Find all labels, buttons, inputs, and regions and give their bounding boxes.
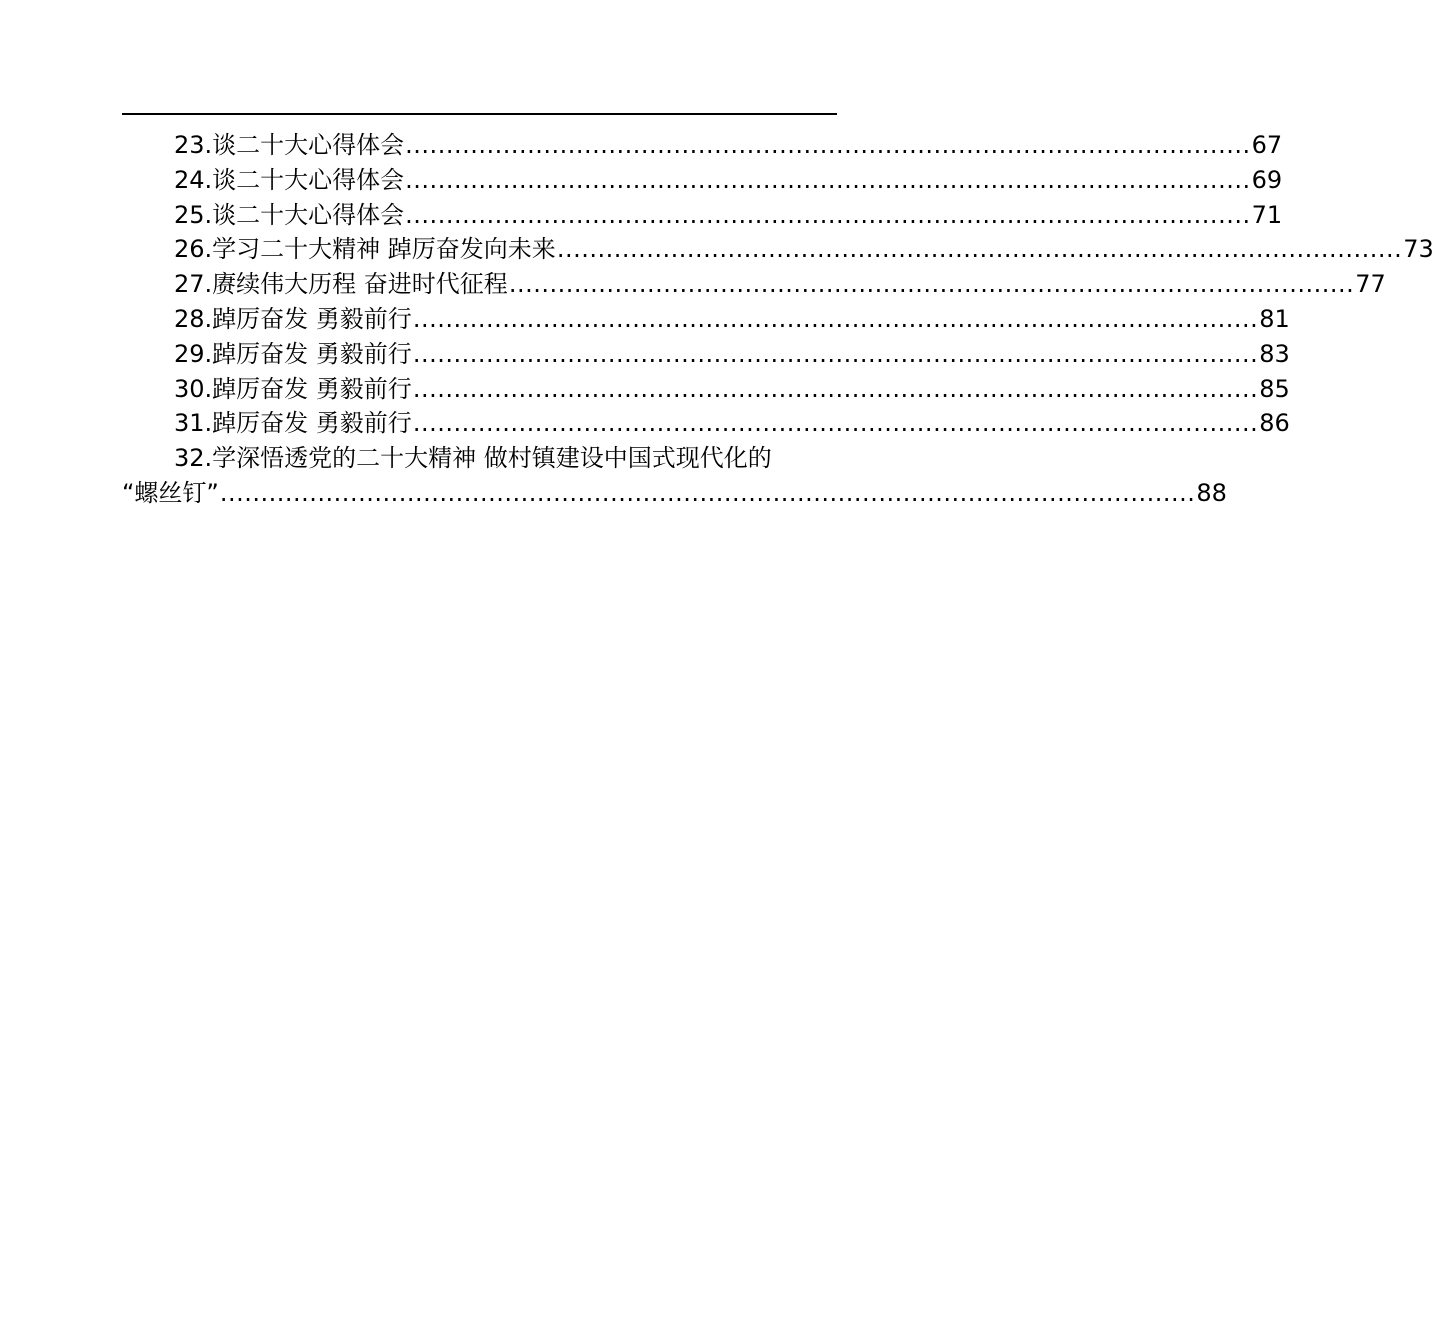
toc-entry-31[interactable] (122, 406, 1290, 441)
table-of-contents (122, 128, 1434, 511)
dot-leader: ........................................................................................................ (412, 304, 1259, 333)
toc-entry-23[interactable] (122, 128, 1283, 163)
entry-title: 赓续伟大历程 奋进时代征程 (212, 270, 508, 299)
entry-page-number: 83 (1259, 339, 1290, 368)
entry-number: 27. (174, 270, 213, 299)
entry-number: 32. (174, 444, 213, 473)
dot-leader: ........................................................................................................ (508, 270, 1355, 299)
dot-leader: ........................................................................................................ (412, 339, 1259, 368)
entry-title: 学习二十大精神 踔厉奋发向未来 (212, 235, 556, 264)
toc-entry-32[interactable] (122, 441, 1227, 511)
entry-title: 踔厉奋发 勇毅前行 (212, 304, 412, 333)
entry-page-number: 71 (1251, 200, 1283, 229)
entry-number: 31. (174, 409, 213, 438)
dot-leader: ........................................................................................................ (405, 200, 1251, 229)
dot-leader: ........................................................................................................ (412, 374, 1259, 403)
dot-leader: ........................................................................................................................ (219, 478, 1196, 507)
toc-entry-24[interactable] (122, 163, 1283, 198)
toc-entry-26[interactable] (122, 232, 1434, 267)
dot-leader: ........................................................................................................ (405, 165, 1251, 194)
entry-title: 学深悟透党的二十大精神 做村镇建设中国式现代化的 (212, 444, 772, 473)
dot-leader: ........................................................................................................ (405, 131, 1251, 159)
entry-page-number: 69 (1251, 165, 1283, 194)
entry-page-number: 81 (1259, 304, 1290, 333)
dot-leader: ........................................................................................................ (412, 409, 1259, 438)
toc-entry-30[interactable] (122, 372, 1290, 407)
entry-title: 谈二十大心得体会 (212, 165, 405, 194)
entry-title: 踔厉奋发 勇毅前行 (212, 409, 412, 438)
entry-number: 29. (174, 339, 213, 368)
entry-page-number: 88 (1196, 478, 1227, 507)
toc-entry-27[interactable] (122, 267, 1386, 302)
entry-page-number: 77 (1355, 270, 1386, 299)
entry-page-number: 85 (1259, 374, 1290, 403)
entry-page-number: 73 (1403, 235, 1434, 264)
entry-number: 30. (174, 374, 213, 403)
entry-title-line1 (174, 441, 889, 476)
toc-entry-29[interactable] (122, 337, 1290, 372)
entry-number: 28. (174, 304, 213, 333)
entry-number: 26. (174, 235, 213, 264)
entry-title: 谈二十大心得体会 (212, 200, 405, 229)
entry-title: 踔厉奋发 勇毅前行 (212, 339, 412, 368)
entry-page-number: 67 (1251, 131, 1283, 159)
entry-title: 踔厉奋发 勇毅前行 (212, 374, 412, 403)
entry-number: 25. (174, 200, 213, 229)
toc-entry-28[interactable] (122, 302, 1290, 337)
entry-number: 24. (174, 165, 213, 194)
toc-entry-25[interactable] (122, 198, 1283, 233)
dot-leader: ........................................................................................................ (556, 235, 1403, 264)
entry-number: 23. (174, 131, 213, 159)
entry-title: 谈二十大心得体会 (212, 131, 405, 159)
header-rule (122, 113, 837, 115)
entry-page-number: 86 (1259, 409, 1290, 438)
entry-title-continuation: “螺丝钉” (122, 478, 219, 507)
entry-title-line2 (122, 476, 1227, 511)
